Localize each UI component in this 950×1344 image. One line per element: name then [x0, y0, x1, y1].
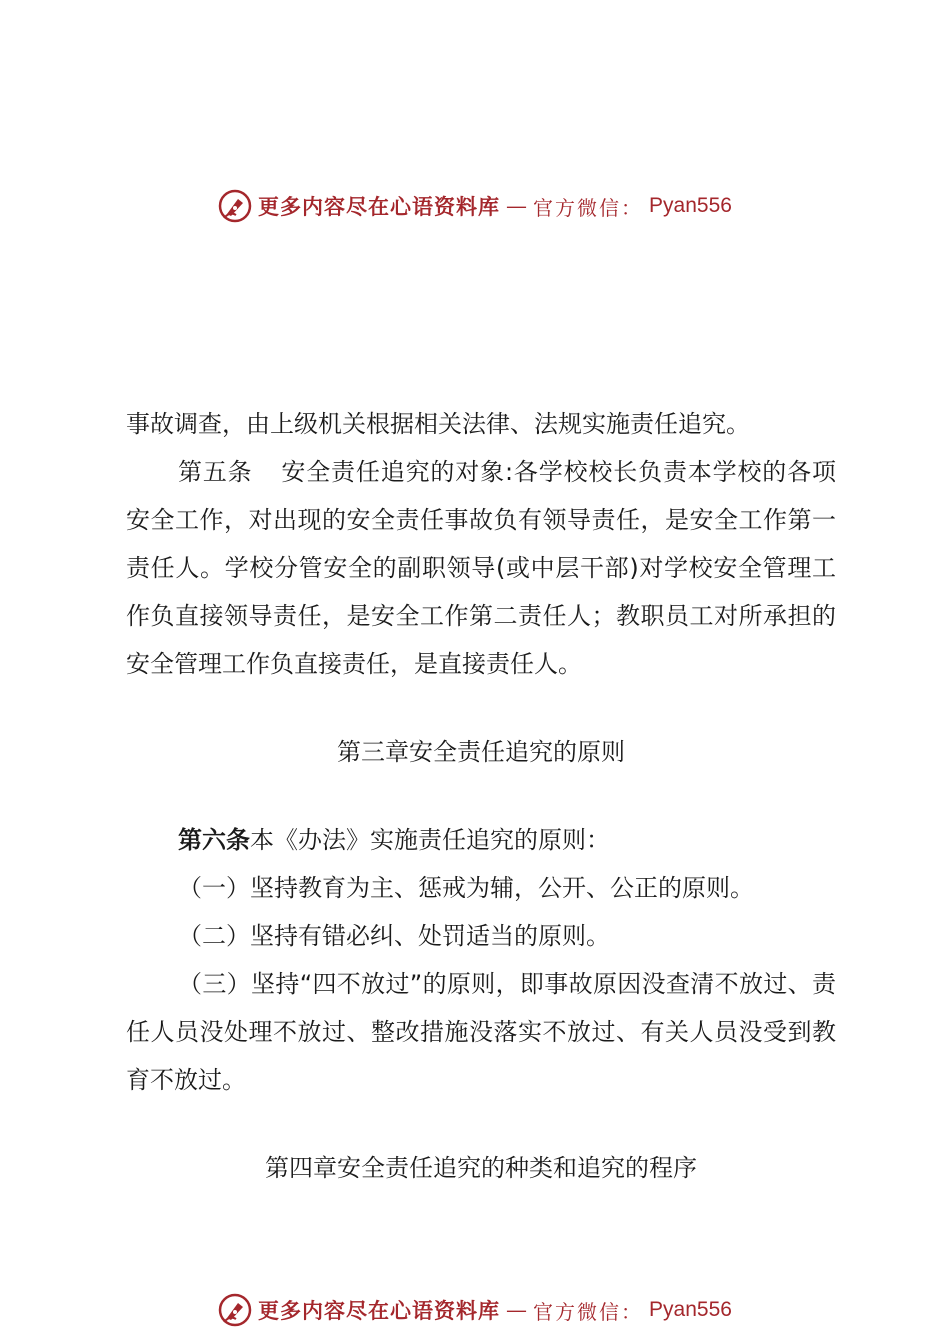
chapter-3-heading: 第三章安全责任追究的原则 [337, 738, 625, 766]
chapter-4-heading: 第四章安全责任追究的种类和追究的程序 [265, 1154, 697, 1182]
banner-main-text: 更多内容尽在心语资料库 [258, 1298, 501, 1323]
principle-item-2: （二）坚持有错必纠、处罚适当的原则。 [178, 922, 610, 950]
header-watermark-banner [0, 186, 950, 226]
footer-watermark-banner [0, 1290, 950, 1330]
article-6-body: 本《办法》实施责任追究的原则： [250, 826, 610, 854]
banner-dash: — [506, 1298, 528, 1322]
paragraph-continued: 事故调查，由上级机关根据相关法律、法规实施责任追究。 [126, 410, 750, 438]
article-6-label: 第六条 [178, 826, 250, 854]
banner-sub-text: 官方微信： [533, 1299, 644, 1324]
article-6 [126, 816, 836, 864]
article-5-body: 安全责任追究的对象:各学校校长负责本学校的各项安全工作，对出现的安全责任事故负有领导责任，是安全工作第一责任人。学校分管安全的副职领导(或中层干部)对学校安全管理工作负直接领导责任，是安全工作第二责任人；教职员工对所承担的安全管理工作负直接责任，是直接责任人。 [126, 458, 836, 678]
banner-wechat-id: Pyan556 [649, 1298, 732, 1321]
article-5-label: 第五条 [178, 458, 253, 486]
pen-nib-logo-icon [218, 1293, 252, 1327]
banner-sub-text: 官方微信： [533, 195, 644, 220]
principle-item-3: （三）坚持“四不放过”的原则，即事故原因没查清不放过、责任人员没处理不放过、整改措施没落实不放过、有关人员没受到教育不放过。 [126, 970, 836, 1094]
principle-item-1: （一）坚持教育为主、惩戒为辅，公开、公正的原则。 [178, 874, 754, 902]
banner-main-text: 更多内容尽在心语资料库 [258, 194, 501, 219]
banner-wechat-id: Pyan556 [649, 194, 732, 217]
article-5 [126, 448, 836, 688]
banner-dash: — [506, 194, 528, 218]
document-body [126, 400, 836, 1192]
pen-nib-logo-icon [218, 189, 252, 223]
